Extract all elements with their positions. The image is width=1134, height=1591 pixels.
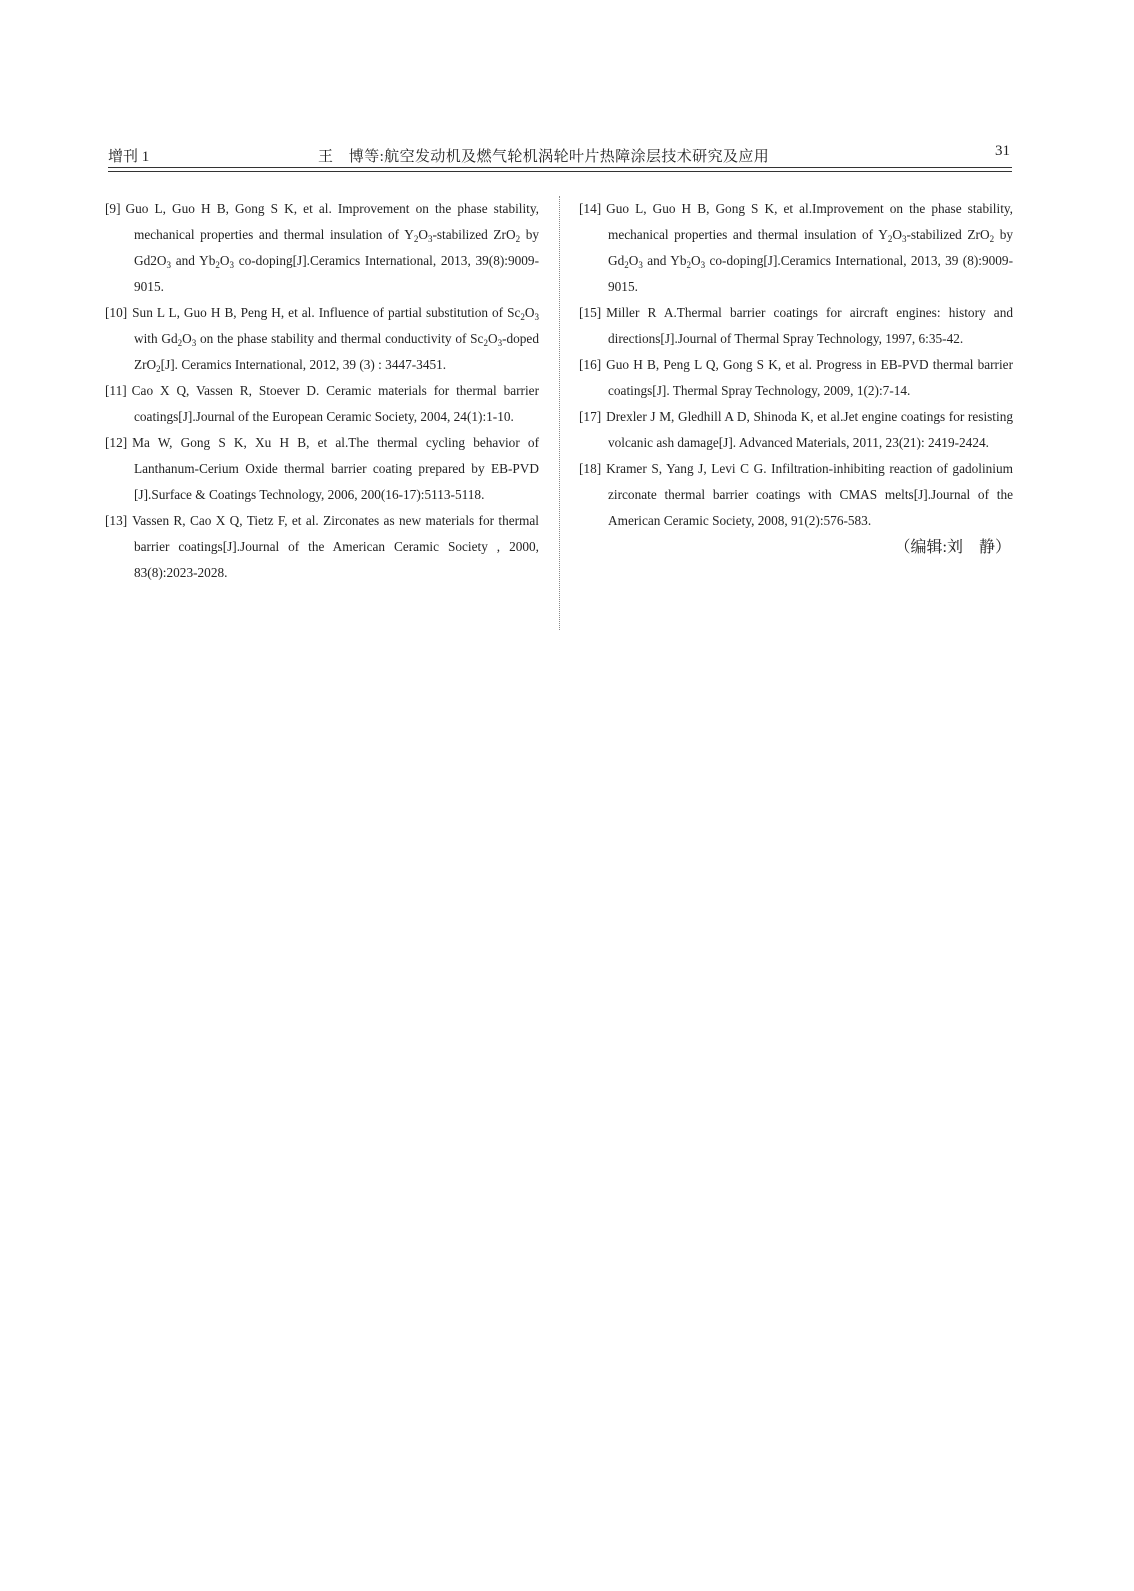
- column-separator: [559, 196, 560, 630]
- reference-text: Ma W, Gong S K, Xu H B, et al.The thermal cycling behavior of Lanthanum-Cerium Oxide thermal barrier coating prepared by EB-PVD [J].Surface & Coatings Technology, 2006, 200(16-17):5113-5118.: [132, 435, 539, 502]
- reference-item: [105, 196, 539, 300]
- reference-number: [12]: [105, 435, 128, 450]
- reference-text: O: [418, 227, 428, 242]
- references-right-column: [579, 196, 1013, 562]
- reference-subscript: 2: [520, 312, 525, 322]
- reference-subscript: 3: [229, 260, 234, 270]
- reference-text: Drexler J M, Gledhill A D, Shinoda K, et al.Jet engine coatings for resisting volcanic ash damage[J]. Advanced Materials, 2011, 23(21): 2419-2424.: [606, 409, 1013, 450]
- reference-number: [13]: [105, 513, 128, 528]
- running-title: 王 博等:航空发动机及燃气轮机涡轮叶片热障涂层技术研究及应用: [318, 149, 770, 165]
- reference-text: Miller R A.Thermal barrier coatings for aircraft engines: history and directions[J].Journal of Thermal Spray Technology, 1997, 6:35-42.: [606, 305, 1013, 346]
- reference-number: [11]: [105, 383, 127, 398]
- reference-text: on the phase stability and thermal conductivity of Sc: [196, 331, 484, 346]
- reference-text: O: [628, 253, 639, 268]
- issue-label: 增刊 1: [108, 149, 150, 165]
- reference-item: [105, 378, 539, 430]
- reference-subscript: 3: [534, 312, 539, 322]
- reference-text: Guo L, Guo H B, Gong S K, et al.Improvement on the phase stability, mechanical properties and thermal insulation of Y: [606, 201, 1013, 242]
- reference-text: O: [691, 253, 701, 268]
- reference-text: Vassen R, Cao X Q, Tietz F, et al. Zirconates as new materials for thermal barrier coatings[J].Journal of the American Ceramic Society , 2000, 83(8):2023-2028.: [132, 513, 539, 580]
- reference-text: and Yb: [171, 253, 216, 268]
- reference-subscript: 2: [177, 338, 183, 348]
- reference-subscript: 3: [700, 260, 706, 270]
- reference-subscript: 3: [497, 338, 503, 348]
- reference-number: [17]: [579, 409, 602, 424]
- reference-subscript: 2: [483, 338, 488, 348]
- reference-number: [16]: [579, 357, 602, 372]
- header-rule-thick: [108, 167, 1012, 168]
- reference-subscript: 2: [624, 260, 629, 270]
- reference-number: [14]: [579, 201, 602, 216]
- reference-number: [9]: [105, 201, 121, 216]
- reference-text: Sun L L, Guo H B, Peng H, et al. Influence of partial substitution of Sc: [132, 305, 521, 320]
- reference-text: and Yb: [642, 253, 687, 268]
- reference-text: O: [219, 253, 230, 268]
- reference-subscript: 2: [413, 234, 419, 244]
- reference-item: [579, 456, 1013, 534]
- reference-text: O: [182, 331, 192, 346]
- reference-text: -doped ZrO: [134, 331, 539, 372]
- reference-number: [15]: [579, 305, 602, 320]
- reference-text: O: [524, 305, 535, 320]
- reference-text: co-doping[J].Ceramics International, 2013, 39(8):9009-9015.: [134, 253, 539, 294]
- reference-subscript: 3: [166, 260, 172, 270]
- reference-text: -stabilized ZrO: [906, 227, 990, 242]
- header-rule-thin: [108, 171, 1012, 172]
- reference-item: [579, 300, 1013, 352]
- reference-text: co-doping[J].Ceramics International, 2013, 39 (8):9009-9015.: [608, 253, 1013, 294]
- reference-subscript: 3: [427, 234, 433, 244]
- reference-subscript: 3: [638, 260, 643, 270]
- reference-text: with Gd: [134, 331, 178, 346]
- reference-text: by Gd2O: [134, 227, 540, 268]
- reference-subscript: 3: [191, 338, 197, 348]
- reference-text: [J]. Ceramics International, 2012, 39 (3) : 3447-3451.: [160, 357, 447, 372]
- reference-number: [10]: [105, 305, 128, 320]
- reference-text: O: [487, 331, 498, 346]
- reference-subscript: 2: [215, 260, 220, 270]
- reference-text: Guo L, Guo H B, Gong S K, et al. Improvement on the phase stability, mechanical properties and thermal insulation of Y: [125, 201, 539, 242]
- reference-subscript: 2: [887, 234, 893, 244]
- reference-item: [105, 430, 539, 508]
- reference-text: -stabilized ZrO: [432, 227, 516, 242]
- reference-subscript: 2: [686, 260, 692, 270]
- reference-number: [18]: [579, 461, 602, 476]
- reference-text: Kramer S, Yang J, Levi C G. Infiltration-inhibiting reaction of gadolinium zirconate thermal barrier coatings with CMAS melts[J].Journal of the American Ceramic Society, 2008, 91(2):576-583.: [606, 461, 1013, 528]
- reference-text: Cao X Q, Vassen R, Stoever D. Ceramic materials for thermal barrier coatings[J].Journal of the European Ceramic Society, 2004, 24(1):1-10.: [131, 383, 539, 424]
- reference-text: by Gd: [608, 227, 1014, 268]
- reference-item: [579, 196, 1013, 300]
- reference-item: [579, 404, 1013, 456]
- reference-item: [105, 300, 539, 378]
- reference-item: [579, 352, 1013, 404]
- reference-text: Guo H B, Peng L Q, Gong S K, et al. Progress in EB-PVD thermal barrier coatings[J]. Thermal Spray Technology, 2009, 1(2):7-14.: [606, 357, 1013, 398]
- reference-subscript: 3: [901, 234, 907, 244]
- references-left-column: [105, 196, 539, 586]
- editor-note: （编辑:刘 静）: [894, 539, 1011, 556]
- page-number: 31: [995, 143, 1010, 159]
- reference-subscript: 2: [989, 234, 995, 244]
- reference-subscript: 2: [515, 234, 521, 244]
- reference-text: O: [892, 227, 902, 242]
- reference-item: [105, 508, 539, 586]
- reference-subscript: 2: [156, 364, 161, 374]
- running-header: [108, 143, 1012, 169]
